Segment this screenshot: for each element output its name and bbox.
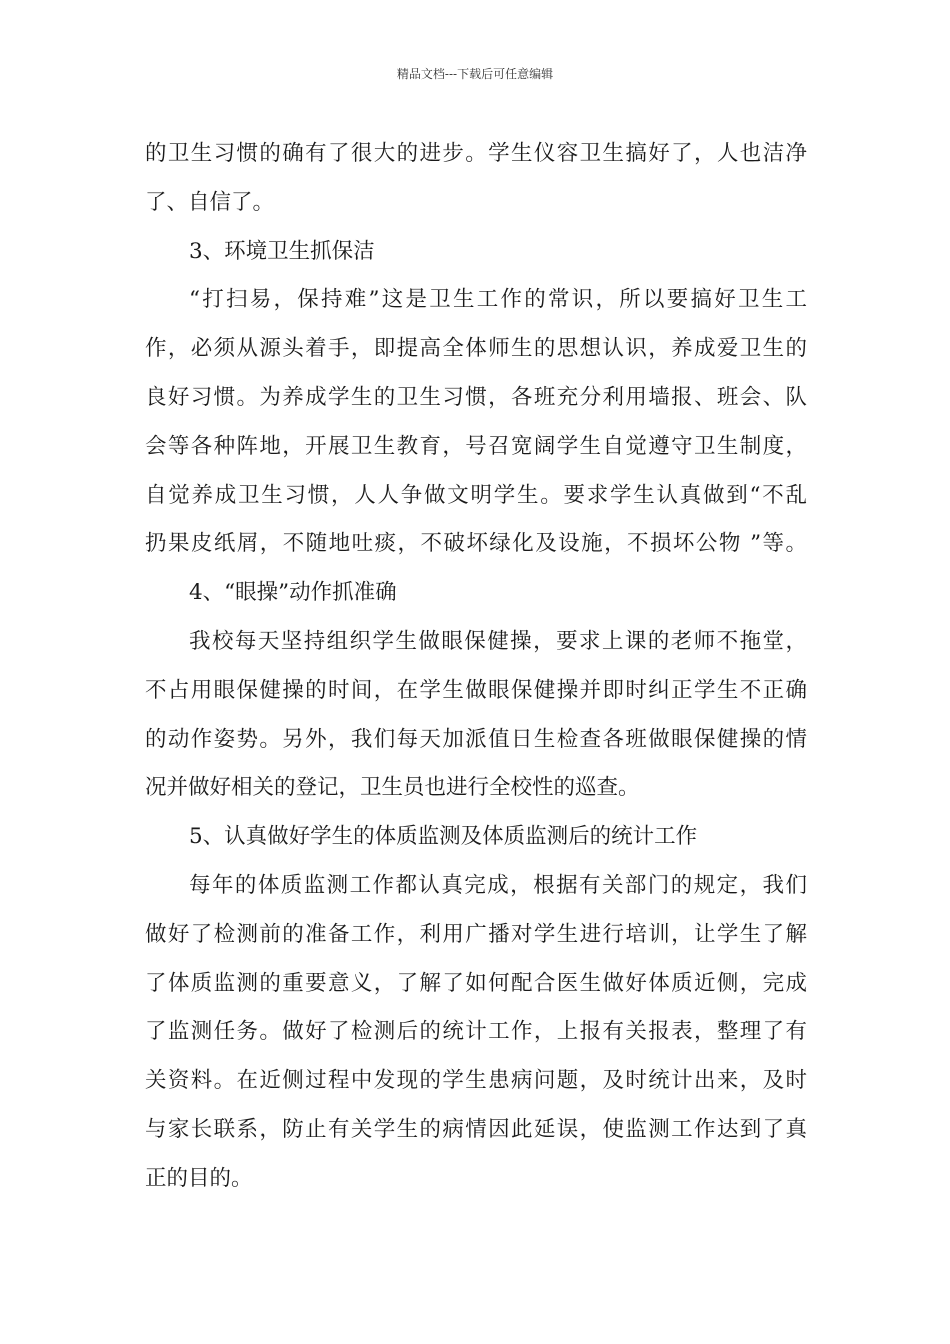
- text-line: 正的目的。: [145, 1165, 253, 1191]
- text-line: 扔果皮纸屑，不随地吐痰，不破坏绿化及设施，不损坏公物 ”等。: [145, 531, 807, 557]
- text-line: 与家长联系，防止有关学生的病情因此延误，使监测工作达到了真: [145, 1116, 807, 1142]
- text-line: 关资料。在近侧过程中发现的学生患病问题，及时统计出来，及时: [145, 1068, 807, 1094]
- page-header: 精品文档---下载后可任意编辑: [396, 67, 554, 81]
- text-line: 每年的体质监测工作都认真完成，根据有关部门的规定，我们: [189, 872, 807, 898]
- section-heading: 4、“眼操”动作抓准确: [189, 580, 397, 606]
- text-line: “打扫易，保持难”这是卫生工作的常识，所以要搞好卫生工: [189, 287, 807, 313]
- text-line: 了监测任务。做好了检测后的统计工作，上报有关报表，整理了有: [145, 1019, 807, 1045]
- section-heading: 5、认真做好学生的体质监测及体质监测后的统计工作: [189, 824, 698, 850]
- section-heading: 3、环境卫生抓保洁: [189, 238, 375, 264]
- text-line: 自觉养成卫生习惯，人人争做文明学生。要求学生认真做到“不乱: [145, 482, 807, 508]
- text-line: 良好习惯。为养成学生的卫生习惯，各班充分利用墙报、班会、队: [145, 384, 807, 410]
- text-line: 我校每天坚持组织学生做眼保健操，要求上课的老师不拖堂，: [189, 628, 807, 654]
- text-line: 会等各种阵地，开展卫生教育，号召宽阔学生自觉遵守卫生制度，: [145, 433, 807, 459]
- document-body: [145, 130, 807, 1204]
- text-line: 不占用眼保健操的时间，在学生做眼保健操并即时纠正学生不正确: [145, 677, 807, 703]
- text-line: 况并做好相关的登记，卫生员也进行全校性的巡查。: [145, 775, 640, 801]
- text-line: 的卫生习惯的确有了很大的进步。学生仪容卫生搞好了，人也洁净: [145, 141, 807, 166]
- text-line: 了体质监测的重要意义，了解了如何配合医生做好体质近侧，完成: [145, 970, 807, 996]
- text-line: 了、自信了。: [145, 189, 275, 215]
- text-line: 做好了检测前的准备工作，利用广播对学生进行培训，让学生了解: [145, 921, 807, 947]
- text-line: 的动作姿势。另外，我们每天加派值日生检查各班做眼保健操的情: [145, 726, 807, 752]
- text-line: 作，必须从源头着手，即提高全体师生的思想认识，养成爱卫生的: [145, 336, 807, 362]
